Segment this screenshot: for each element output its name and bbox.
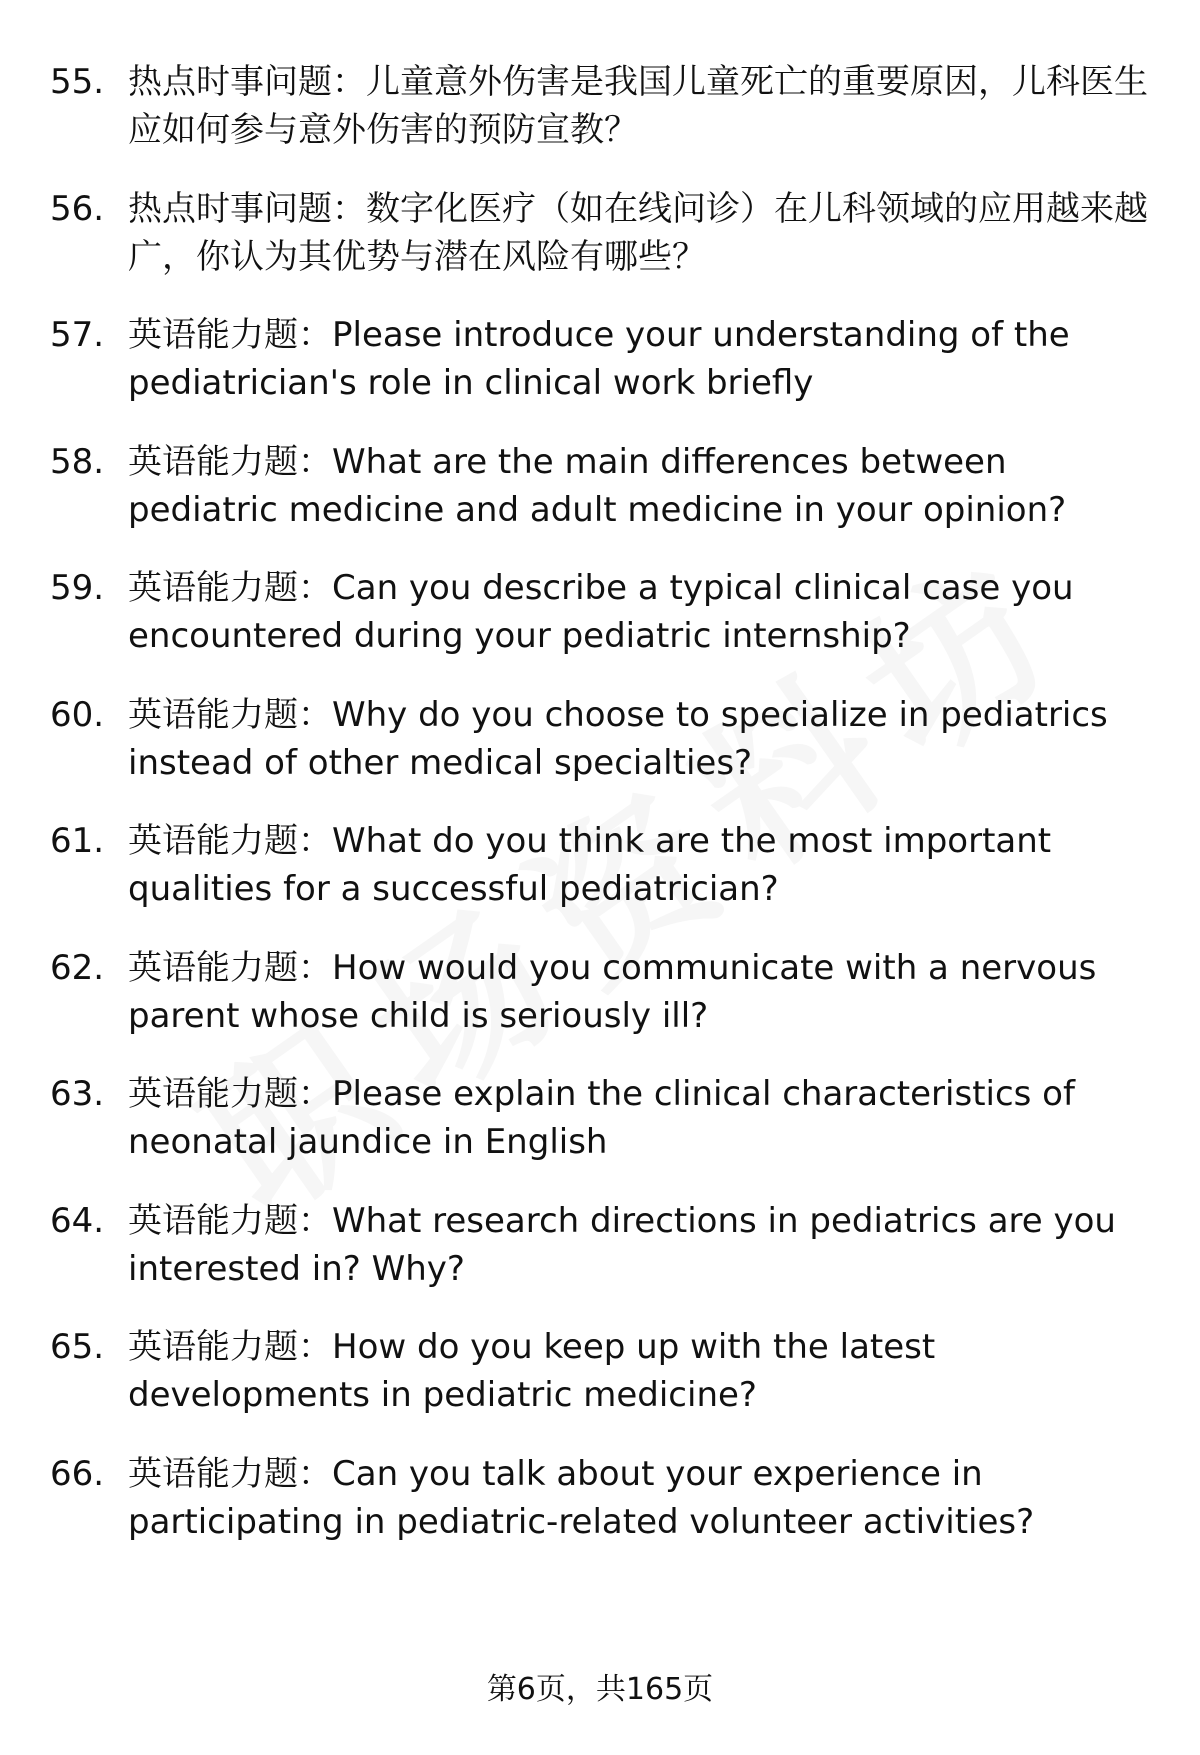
question-text: 英语能力题：What do you think are the most important qualities for a successful pediatrician? — [128, 821, 1052, 909]
question-list — [50, 58, 1160, 1576]
question-number: 64. — [50, 1200, 105, 1241]
list-item — [50, 58, 1160, 154]
question-number: 63. — [50, 1074, 105, 1114]
question-number: 55. — [50, 62, 105, 102]
question-number: 60. — [50, 694, 105, 735]
question-number: 58. — [50, 441, 105, 482]
question-number: 61. — [50, 821, 105, 861]
question-text: 热点时事问题：数字化医疗（如在线问诊）在儿科领域的应用越来越广，你认为其优势与潜在风险有哪些？ — [128, 188, 1148, 277]
list-item — [50, 438, 1160, 534]
page-number-footer: 第6页，共165页 — [486, 1672, 714, 1707]
question-text: 英语能力题：Please explain the clinical characteristics of neonatal jaundice in English — [128, 1074, 1075, 1162]
question-text: 英语能力题：How do you keep up with the latest developments in pediatric medicine? — [128, 1327, 936, 1415]
question-text: 英语能力题：Please introduce your understanding of the pediatrician's role in clinical work briefly — [128, 315, 1070, 403]
question-text: 英语能力题：How would you communicate with a nervous parent whose child is seriously ill? — [128, 947, 1097, 1036]
question-text: 热点时事问题：儿童意外伤害是我国儿童死亡的重要原因，儿科医生应如何参与意外伤害的预防宣教？ — [128, 62, 1148, 150]
list-item — [50, 1070, 1160, 1166]
list-item — [50, 185, 1160, 281]
question-number: 62. — [50, 947, 105, 988]
question-text: 英语能力题：Can you talk about your experience in participating in pediatric-related volunteer activities? — [128, 1453, 1035, 1542]
question-number: 59. — [50, 568, 105, 608]
question-text: 英语能力题：Can you describe a typical clinical case you encountered during your pediatric internship? — [128, 568, 1074, 656]
question-number: 56. — [50, 188, 105, 229]
question-text: 英语能力题：What research directions in pediatrics are you interested in? Why? — [128, 1200, 1116, 1289]
list-item — [50, 1450, 1160, 1546]
question-number: 66. — [50, 1453, 105, 1494]
list-item — [50, 691, 1160, 787]
list-item — [50, 564, 1160, 660]
list-item — [50, 817, 1160, 913]
list-item — [50, 944, 1160, 1040]
list-item — [50, 1323, 1160, 1419]
question-text: 英语能力题：Why do you choose to specialize in pediatrics instead of other medical specialties? — [128, 694, 1108, 783]
question-number: 65. — [50, 1327, 105, 1367]
question-text: 英语能力题：What are the main differences between pediatric medicine and adult medicine in your opinion? — [128, 441, 1067, 530]
list-item — [50, 311, 1160, 407]
list-item — [50, 1197, 1160, 1293]
question-number: 57. — [50, 315, 105, 355]
